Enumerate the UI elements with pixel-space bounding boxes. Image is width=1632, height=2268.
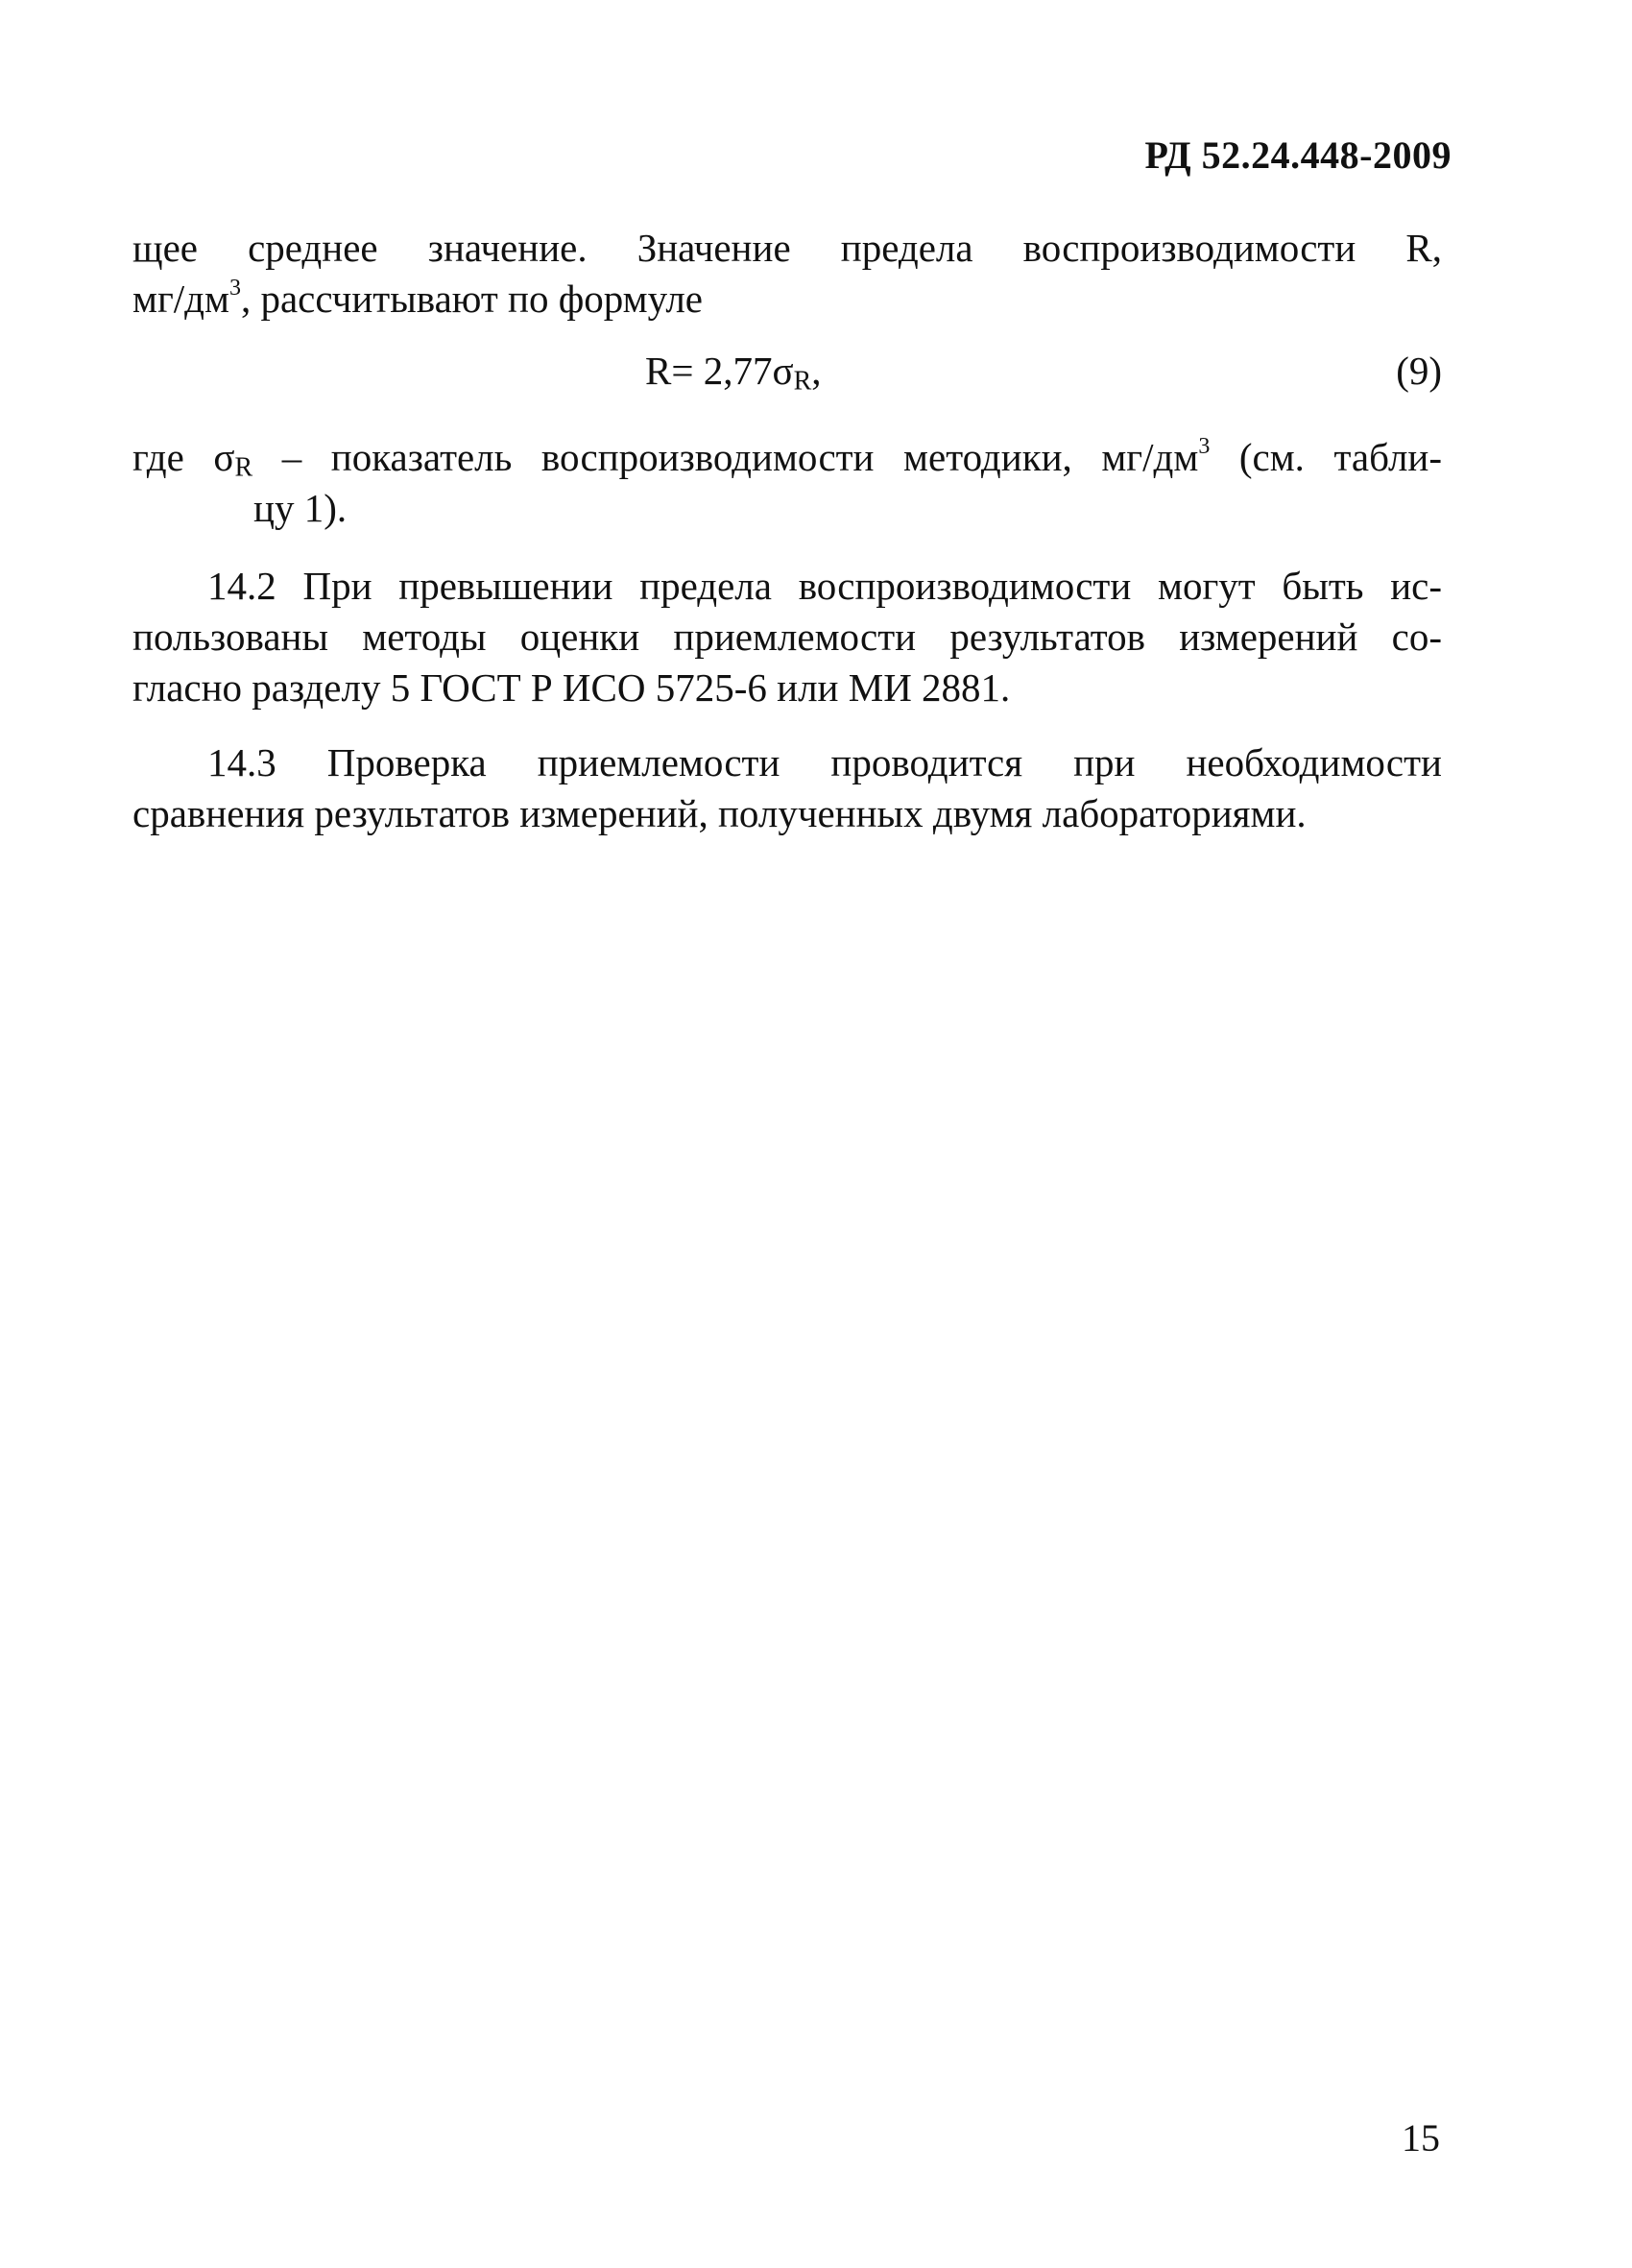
formula-9 (132, 346, 1442, 398)
formula-subscript: R (793, 366, 812, 397)
p14-2-line-1: 14.2 При превышении предела воспроизводимости могут быть ис- (207, 564, 1442, 608)
p14-3-line-2: сравнения результатов измерений, полученных двумя лабораториями. (132, 791, 1307, 835)
where-line-2: цу 1). (253, 486, 348, 530)
formula-expression (645, 346, 822, 397)
paragraph-14-3 (132, 737, 1442, 839)
p14-3-line-1: 14.3 Проверка приемлемости проводится при необходимости (207, 740, 1442, 784)
unit-superscript: 3 (228, 276, 241, 301)
unit-text: мг/дм (132, 277, 229, 321)
p14-2-line-3: гласно разделу 5 ГОСТ Р ИСО 5725-6 или МИ 2881. (132, 665, 1011, 710)
sigma-subscript: R (234, 452, 253, 483)
formula-number: (9) (1396, 349, 1442, 393)
document-code-header: РД 52.24.448-2009 (1144, 133, 1452, 177)
intro-line-2-rest: , рассчитывают по формуле (240, 277, 703, 321)
where-reference: (см. табли- (1210, 435, 1442, 479)
formula-tail: , (811, 349, 822, 393)
formula-lhs: R= 2,77σ (645, 349, 794, 393)
where-prefix: где σ (132, 435, 235, 479)
where-line-1 (132, 432, 1442, 483)
intro-line-2 (132, 274, 1442, 325)
where-unit-superscript: 3 (1198, 434, 1211, 459)
intro-line-1: щее среднее значение. Значение предела воспроизводимости R, (132, 226, 1442, 270)
where-definition: – показатель воспроизводимости методики, мг/дм (252, 435, 1199, 479)
page-number: 15 (1402, 2116, 1440, 2159)
intro-paragraph (132, 223, 1442, 325)
p14-2-line-2: пользованы методы оценки приемлемости результатов измерений со- (132, 615, 1442, 659)
where-explanation (132, 432, 1442, 534)
paragraph-14-2 (132, 561, 1442, 713)
